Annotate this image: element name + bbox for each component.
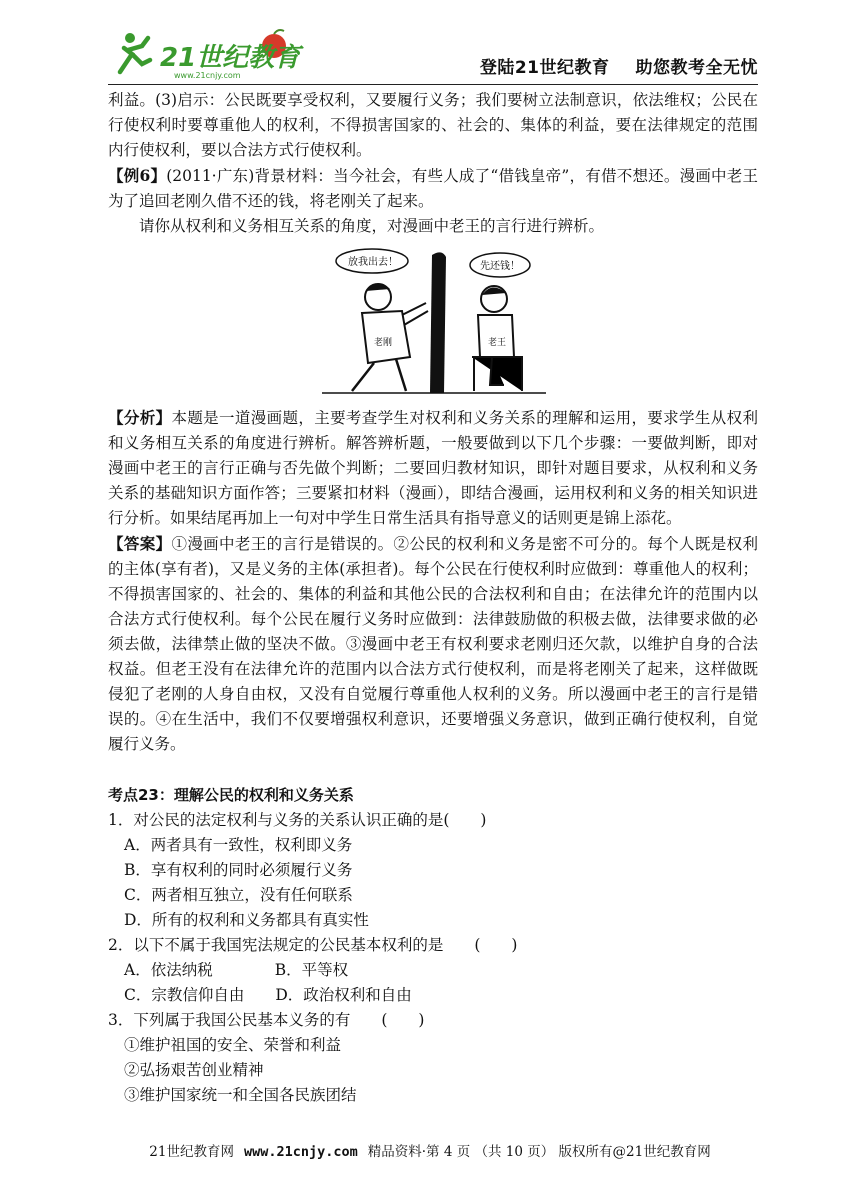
svg-text:老王: 老王 [488, 338, 507, 348]
cartoon-illustration [322, 245, 546, 395]
question-3-item-1: ①维护祖国的安全、荣誉和利益 [124, 1036, 342, 1054]
svg-text:老刚: 老刚 [374, 338, 393, 348]
question-3-item-2: ②弘扬艰苦创业精神 [124, 1061, 264, 1079]
site-logo [108, 28, 308, 82]
example-tag: 【例6】 [108, 166, 167, 185]
question-2-stem: 2．以下不属于我国宪法规定的公民基本权利的是 ( ) [108, 936, 518, 954]
question-1-option-b: B．享有权利的同时必须履行义务 [124, 861, 353, 879]
slogan-help: 助您教考全无忧 [635, 58, 758, 78]
question-2-options-row-2: C．宗教信仰自由 D．政治权利和自由 [124, 986, 412, 1004]
question-1-option-d: D．所有的权利和义务都具有真实性 [124, 911, 369, 929]
document-body [108, 88, 758, 1108]
example-6 [108, 163, 758, 214]
intro-paragraph: 利益。(3)启示：公民既要享受权利，又要履行义务；我们要树立法制意识，依法维权；公民在行使权利时要尊重他人的权利，不得损害国家的、社会的、集体的利益，要在法律规定的范围内行使权利，要以合法方式行使权利。 [108, 91, 758, 159]
svg-text:21世纪教育: 21世纪教育 [160, 43, 301, 73]
header-slogan [480, 53, 758, 78]
question-1-option-c: C．两者相互独立，没有任何联系 [124, 886, 353, 904]
page-footer [0, 1140, 860, 1160]
answer [108, 531, 758, 757]
svg-text:放我出去！: 放我出去！ [348, 257, 398, 268]
section-title: 考点23：理解公民的权利和义务关系 [108, 786, 354, 804]
svg-text:先还钱！: 先还钱！ [480, 261, 520, 272]
answer-body: ①漫画中老王的言行是错误的。②公民的权利和义务是密不可分的。每个人既是权利的主体(享有者)，又是义务的主体(承担者)。每个公民在行使权利时应做到：尊重他人的权利；不得损害国家的、社会的、集体的利益和其他公民的合法权利和自由；在法律允许的范围内以合法方式行使权利。每个公民在履行义务时应做到：法律鼓励做的积极去做，法律要求做的必须去做，法律禁止做的坚决不做。③漫画中老王有权利要求老刚归还欠款，以维护自身的合法权益。但老王没有在法律允许的范围内以合法方式行使权利，而是将老刚关了起来，这样做既侵犯了老刚的人身自由权，又没有自觉履行尊重他人权利的义务。所以漫画中老王的言行是错误的。④在生活中，我们不仅要增强权利意识，还要增强义务意识，做到正确行使权利，自觉履行义务。 [108, 535, 758, 753]
question-2-options-row-1: A．依法纳税 B．平等权 [124, 961, 349, 979]
example-body: (2011·广东)背景材料：当今社会，有些人成了“借钱皇帝”，有借不想还。漫画中老王为了追回老刚久借不还的钱，将老刚关了起来。 [108, 167, 758, 210]
svg-text:www.21cnjy.com: www.21cnjy.com [174, 71, 241, 80]
analysis [108, 405, 758, 531]
footer-site-link[interactable]: www.21cnjy.com [243, 1144, 358, 1160]
slogan-login: 登陆21世纪教育 [479, 58, 610, 78]
answer-tag: 【答案】 [108, 534, 172, 553]
question-3-stem: 3．下列属于我国公民基本义务的有 ( ) [108, 1011, 425, 1029]
page-header [108, 28, 758, 85]
example-question: 请你从权利和义务相互关系的角度，对漫画中老王的言行进行辨析。 [139, 217, 605, 235]
footer-left: 21世纪教育网 [149, 1144, 234, 1160]
analysis-tag: 【分析】 [108, 408, 172, 427]
question-3-item-3: ③维护国家统一和全国各民族团结 [124, 1086, 357, 1104]
footer-right: 精品资料·第 4 页 （共 10 页） 版权所有@21世纪教育网 [367, 1144, 711, 1160]
analysis-body: 本题是一道漫画题，主要考查学生对权利和义务关系的理解和运用，要求学生从权利和义务相互关系的角度进行辨析。解答辨析题，一般要做到以下几个步骤：一要做判断，即对漫画中老王的言行正确与否先做个判断；二要回归教材知识，即针对题目要求，从权利和义务关系的基础知识方面作答；三要紧扣材料（漫画），即结合漫画，运用权利和义务的相关知识进行分析。如果结尾再加上一句对中学生日常生活具有指导意义的话则更是锦上添花。 [108, 409, 758, 527]
question-1-stem: 1．对公民的法定权利与义务的关系认识正确的是( ) [108, 811, 487, 829]
question-1-option-a: A．两者具有一致性，权利即义务 [124, 836, 353, 854]
